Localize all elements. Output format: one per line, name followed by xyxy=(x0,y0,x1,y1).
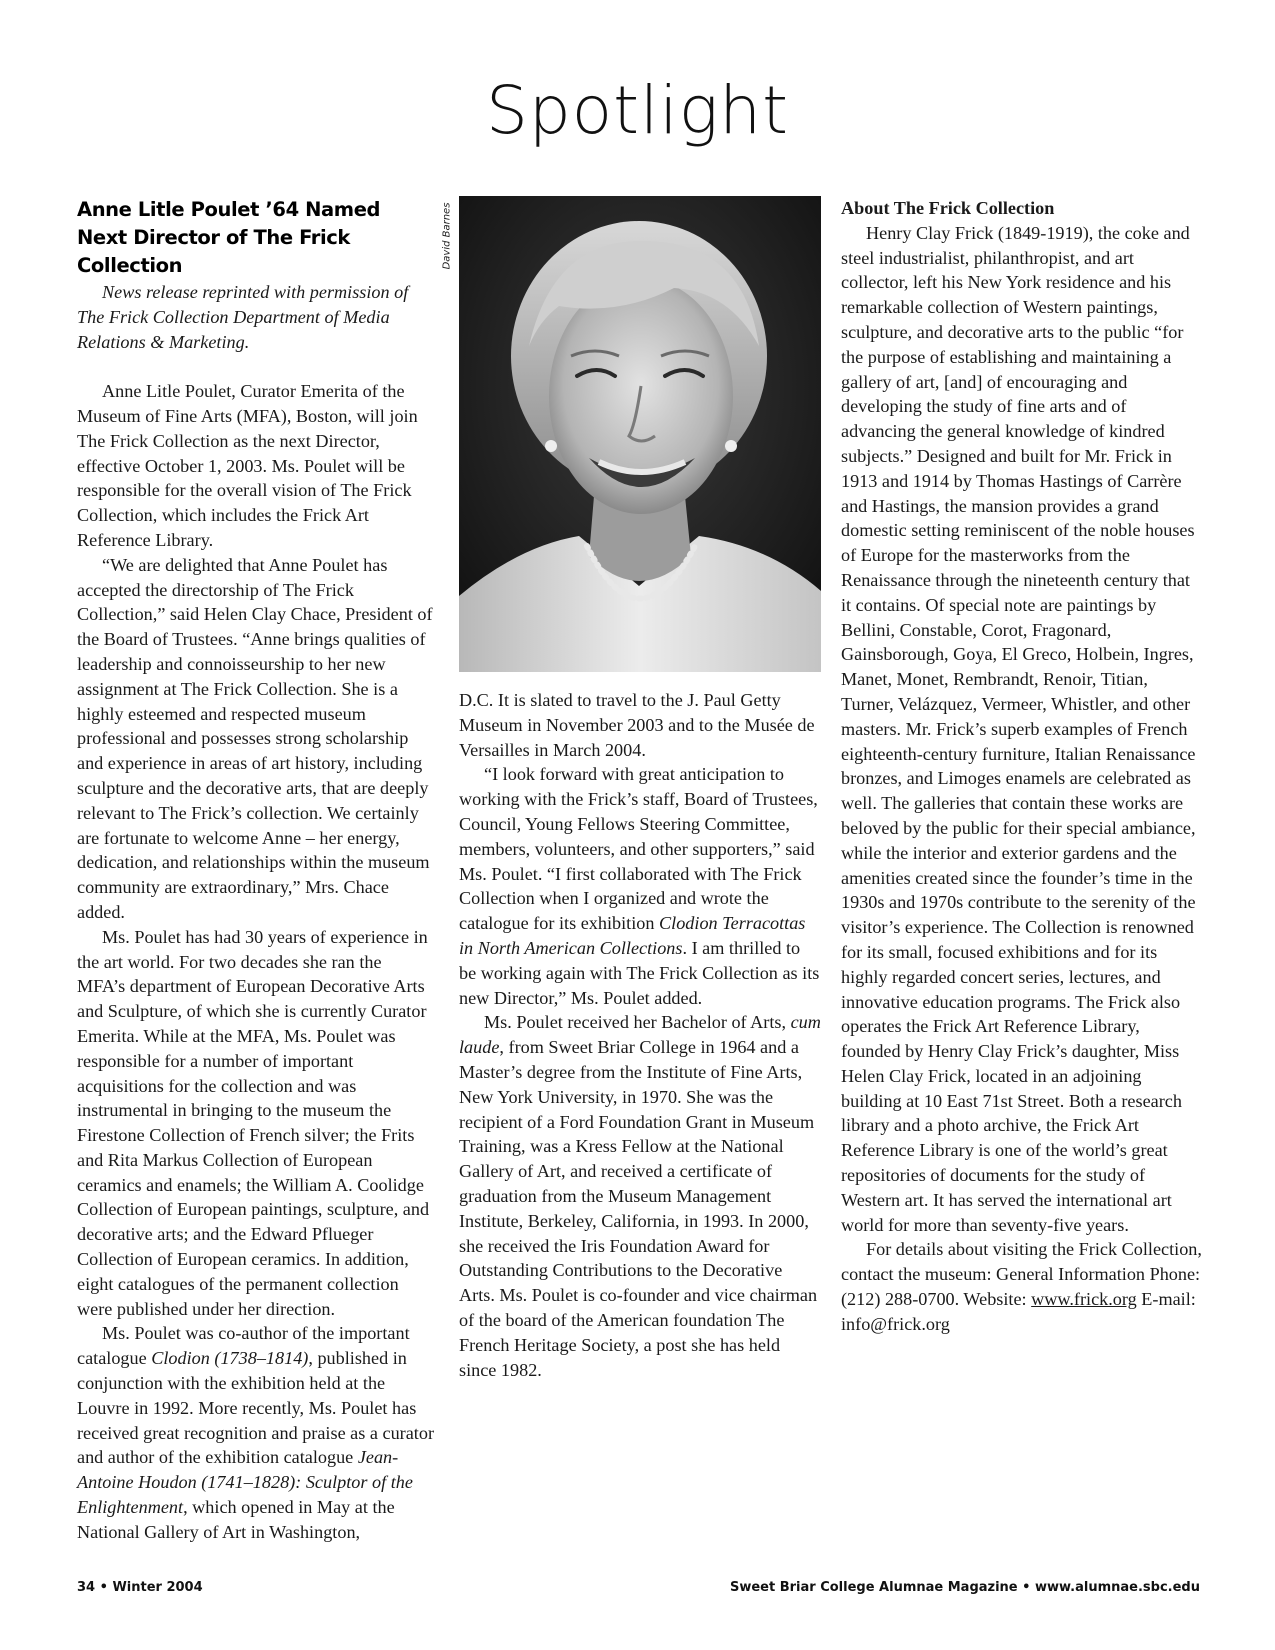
article-paragraph-2: “We are delighted that Anne Poulet has accepted the directorship of The Frick Collection,” said Helen Clay Chace, President of the Board of Trustees. “Anne brings qualities of leadership and connoisseurship to her new assignment at The Frick Collection. She is a highly esteemed and respected museum professional and possesses strong scholarship and experience in areas of art history, including sculpture and the decorative arts, that are deeply relevant to The Frick’s collection. We certainly are fortunate to welcome Anne – her energy, dedication, and relationships within the museum community are extraordinary,” Mrs. Chace added. xyxy=(77,554,433,922)
about-paragraph-1: Henry Clay Frick (1849-1919), the coke and steel industrialist, philanthropist, and art collector, left his New York residence and his remarkable collection of Western paintings, sculpture, and decorative arts to the public “for the purpose of establishing and maintaining a gallery of art, [and] of encouraging and developing the study of fine arts and of advancing the general knowledge of kindred subjects.” Designed and built for Mr. Frick in 1913 and 1914 by Thomas Hastings of Carrère and Hastings, the mansion provides a grand domestic setting reminiscent of the noble houses of Europe for the masterworks from the Renaissance through the nineteenth century that it contains. Of special note are paintings by Bellini, Constable, Corot, Fragonard, Gainsborough, Goya, El Greco, Holbein, Ingres, Manet, Monet, Rembrandt, Renoir, Titian, Turner, Velázquez, Vermeer, Whistler, and other masters. Mr. Frick’s superb examples of French eighteenth-century furniture, Italian Renaissance bronzes, and Limoges enamels are celebrated as well. The galleries that contain these works are beloved by the public for their special ambiance, while the interior and exterior gardens and the amenities created since the founder’s time in the 1930s and 1970s contribute to the serenity of the visitor’s experience. The Collection is renowned for its small, focused exhibitions and for its highly regarded concert series, lectures, and innovative education programs. The Frick also operates the Frick Art Reference Library, founded by Henry Clay Frick’s daughter, Miss Helen Clay Frick, located in an adjoining building at 10 East 71st Street. Both a research library and a photo archive, the Frick Art Reference Library is one of the world’s great repositories of documents for the study of Western art. It has served the international art world for more than seventy-five years. xyxy=(841,222,1196,1235)
about-paragraph-2: For details about visiting the Frick Collection, contact the museum: General Information Phone: (212) 288-0700. Website: www.frick.org E-mail: info@frick.org xyxy=(841,1239,1202,1334)
reprint-note: News release reprinted with permission of The Frick Collection Department of Media Relations & Marketing. xyxy=(77,282,409,352)
article-column-middle xyxy=(459,688,821,1382)
footer-publication: Sweet Briar College Alumnae Magazine • www.alumnae.sbc.edu xyxy=(729,1580,1200,1595)
about-column-right xyxy=(841,196,1203,1337)
article-column-left xyxy=(77,196,434,1545)
page-title: Spotlight xyxy=(485,72,790,149)
article-paragraph-4: Ms. Poulet was co-author of the important catalogue Clodion (1738–1814), published in conjunction with the exhibition held at the Louvre in 1992. More recently, Ms. Poulet has received great recognition and praise as a curator and author of the exhibition catalogue Jean-Antoine Houdon (1741–1828): Sculptor of the Enlightenment, which opened in May at the National Gallery of Art in Washington, xyxy=(77,1323,435,1542)
latin-honor: cum laude xyxy=(459,1012,821,1058)
article-paragraph-1: Anne Litle Poulet, Curator Emerita of the Museum of Fine Arts (MFA), Boston, will join The Frick Collection as the next Director, effective October 1, 2003. Ms. Poulet will be responsible for the overall vision of The Frick Collection, which includes the Frick Art Reference Library. xyxy=(77,381,418,550)
article-paragraph-6: “I look forward with great anticipation to working with the Frick’s staff, Board of Trustees, Council, Young Fellows Steering Committee, members, volunteers, and other supporters,” said Ms. Poulet. “I first collaborated with The Frick Collection when I organized and wrote the catalogue for its exhibition Clodion Terracottas in North American Collections. I am thrilled to be working again with The Frick Collection as its new Director,” Ms. Poulet added. xyxy=(459,764,820,1008)
article-paragraph-7: Ms. Poulet received her Bachelor of Arts, cum laude, from Sweet Briar College in 1964 and a Master’s degree from the Institute of Fine Arts, New York University, in 1970. She was the recipient of a Ford Foundation Grant in Museum Training, was a Kress Fellow at the National Gallery of Art, and received a certificate of graduation from the Museum Management Institute, Berkeley, California, in 1993. In 2000, she received the Iris Foundation Award for Outstanding Contributions to the Decorative Arts. Ms. Poulet is co-founder and vice chairman of the board of the American foundation The French Heritage Society, a post she has held since 1982. xyxy=(459,1012,821,1380)
article-paragraph-5: D.C. It is slated to travel to the J. Paul Getty Museum in November 2003 and to the Musée de Versailles in March 2004. xyxy=(459,690,815,760)
article-paragraph-3: Ms. Poulet has had 30 years of experience in the art world. For two decades she ran the MFA’s department of European Decorative Arts and Sculpture, of which she is currently Curator Emerita. While at the MFA, Ms. Poulet was responsible for a number of important acquisitions for the collection and was instrumental in bringing to the museum the Firestone Collection of French silver; the Frits and Rita Markus Collection of European ceramics and enamels; the William A. Coolidge Collection of European paintings, sculpture, and decorative arts; and the Edward Pflueger Collection of European ceramics. In addition, eight catalogues of the permanent collection were published under her direction. xyxy=(77,926,430,1319)
exhibition-title-clodion-terracottas: Clodion Terracottas in North American Collections xyxy=(459,913,806,958)
footer-page-info: 34 • Winter 2004 xyxy=(77,1580,203,1595)
about-heading: About The Frick Collection xyxy=(841,198,1055,218)
photo-credit: David Barnes xyxy=(441,202,453,270)
portrait-photo xyxy=(459,196,821,672)
catalogue-title-clodion: Clodion (1738–1814) xyxy=(151,1348,309,1369)
catalogue-title-houdon: Jean-Antoine Houdon (1741–1828): Sculptor of the Enlightenment xyxy=(77,1447,413,1518)
email-text: E-mail: info@frick.org xyxy=(841,1289,1196,1334)
website-link[interactable]: www.frick.org xyxy=(1031,1289,1137,1310)
article-headline: Anne Litle Poulet ’64 Named Next Director of The Frick Collection xyxy=(77,198,381,277)
